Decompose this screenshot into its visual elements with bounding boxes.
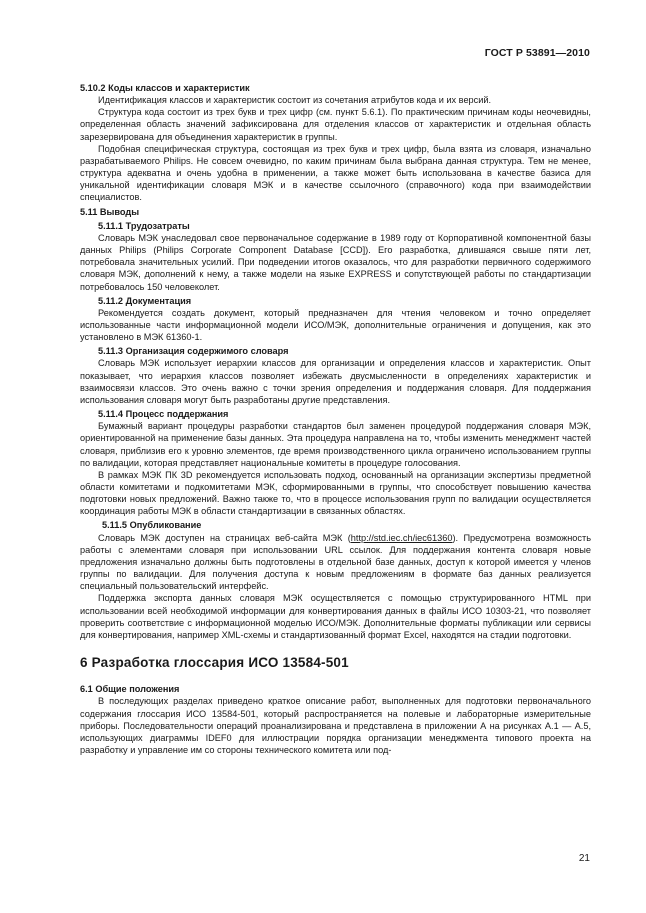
section-heading-5-10-2: 5.10.2 Коды классов и характеристик (80, 83, 250, 93)
paragraph-text: ). Предусмотрена возможность работы с элементами словаря при использовании URL ссылок. Для поддержания контента словаря новые предложения изначально должны быть подготовлены в отдельной базе данных, доступ к которой имеется у членов группы по валидации. Для получения доступа к новым предложениям в формате баз данных реализуется специальный пользовательский интерфейс. (80, 532, 592, 592)
iec-website-link[interactable]: http://std.iec.ch/iec61360 (350, 532, 453, 543)
section-heading-5-11: 5.11 Выводы (80, 206, 140, 217)
paragraph: Словарь МЭК унаследовал свое первоначальное содержание в 1989 году от Корпоративной компонентной базы данных Philips (Philips Corporate Component Database [CCD]). Его разработка, длившаяся свыше пяти лет, потребовала значительных усилий. При подведении итогов оказалось, что для разработки первичного содержимого словаря МЭК, дополнений к нему, а также модели на языке EXPRESS и сопутствующей работы по стандартизации потребовалось 150 человеколет. (80, 232, 591, 292)
paragraph: Словарь МЭК использует иерархии классов для организации и определения классов и характеристик. Опыт показывает, что иерархия классов позволяет избежать двусмысленности в определениях характеристик и взаимосвязи классов. Это очень важно с точки зрения определения и поддержания словаря. Для поддержания использования словаря могут быть разработаны другие представления. (80, 358, 591, 405)
document-header: ГОСТ Р 53891—2010 (484, 47, 590, 59)
section-heading-5-11-5: 5.11.5 Опубликование (102, 520, 202, 531)
paragraph: В рамках МЭК ПК 3D рекомендуется использовать подход, основанный на организации экспертизы предметной области комитетами и подкомитетами МЭК, сформированными в группы, что способствует повышению качества подготовки новых предложений. Важно также то, что в процессе использования групп по валидации осуществляется координация работы МЭК в области стандартизации в связанных областях. (80, 469, 591, 517)
paragraph: В последующих разделах приведено краткое описание работ, выполненных для подготовки первоначального содержания глоссария ИСО 13584-501, который распространяется на полевые и лабораторные измерительные приборы. Последовательности операций проанализирована и представлена в приложении А на рисунках А.1 — А.5, использующих диаграммы IDEF0 для иллюстрации порядка организации менеджмента типового проекта на разработку и управление им со стороны технического комитета или под- (80, 696, 591, 755)
paragraph: Рекомендуется создать документ, который предназначен для чтения человеком и точно определяет использованные части информационной модели ИСО/МЭК, дополнительные ограничения и допущения, как это установлено в МЭК 61360-1. (80, 307, 591, 343)
page-number: 21 (578, 853, 590, 864)
paragraph: Подобная специфическая структура, состоящая из трех букв и трех цифр, была взята из словаря, изначально разрабатываемого Philips. Не совсем очевидно, по каким причинам была выбрана данная структура. Тем не менее, структура адекватна и очень удобна в применении, а также может быть использована в качестве базиса для уникальной идентификации словаря МЭК и в качестве ссылочного (справочного) кода при взаимодействии специалистов. (80, 143, 591, 203)
paragraph: Бумажный вариант процедуры разработки стандартов был заменен процедурой поддержания словаря МЭК, ориентированной на применение базы данных. Эта процедура направлена на то, чтобы изменить менеджмент частей словаря, приблизив его к уровню элементов, где время производственного цикла ограничено использованием группы по валидации, которая представляет национальные комитеты в процедуре голосования. (80, 421, 591, 468)
section-heading-5-11-3: 5.11.3 Организация содержимого словаря (98, 346, 289, 357)
paragraph: Структура кода состоит из трех букв и трех цифр (см. пункт 5.6.1). По практическим причинам коды неочевидны, определенная область значений зафиксирована для отделения классов от характеристик и отдельная область зарезервирована для объединения характеристик в группы. (80, 107, 591, 142)
paragraph (80, 532, 591, 593)
paragraph: Поддержка экспорта данных словаря МЭК осуществляется с помощью структурированного HTML при использовании всей необходимой информации для конвертирования данных в файлы ИСО 10303-21, что позволяет проверить соответствие с информационной моделью ИСО/МЭК. Дополнительные форматы публикации или сервисы для конвертирования, например XML-схемы и стандартизованный формат Excel, находятся на стадии подготовки. (80, 593, 591, 640)
section-heading-5-11-2: 5.11.2 Документация (98, 295, 192, 306)
paragraph-text: Словарь МЭК доступен на страницах веб-сайта МЭК ( (98, 532, 351, 543)
section-heading-5-11-4: 5.11.4 Процесс поддержания (98, 409, 229, 420)
section-heading-5-11-1: 5.11.1 Трудозатраты (98, 220, 190, 231)
page-body (80, 80, 591, 756)
paragraph: Идентификация классов и характеристик состоит из сочетания атрибутов кода и их версий. (98, 95, 492, 106)
section-heading-6-1: 6.1 Общие положения (80, 684, 180, 695)
chapter-heading-6: 6 Разработка глоссария ИСО 13584-501 (80, 655, 349, 671)
